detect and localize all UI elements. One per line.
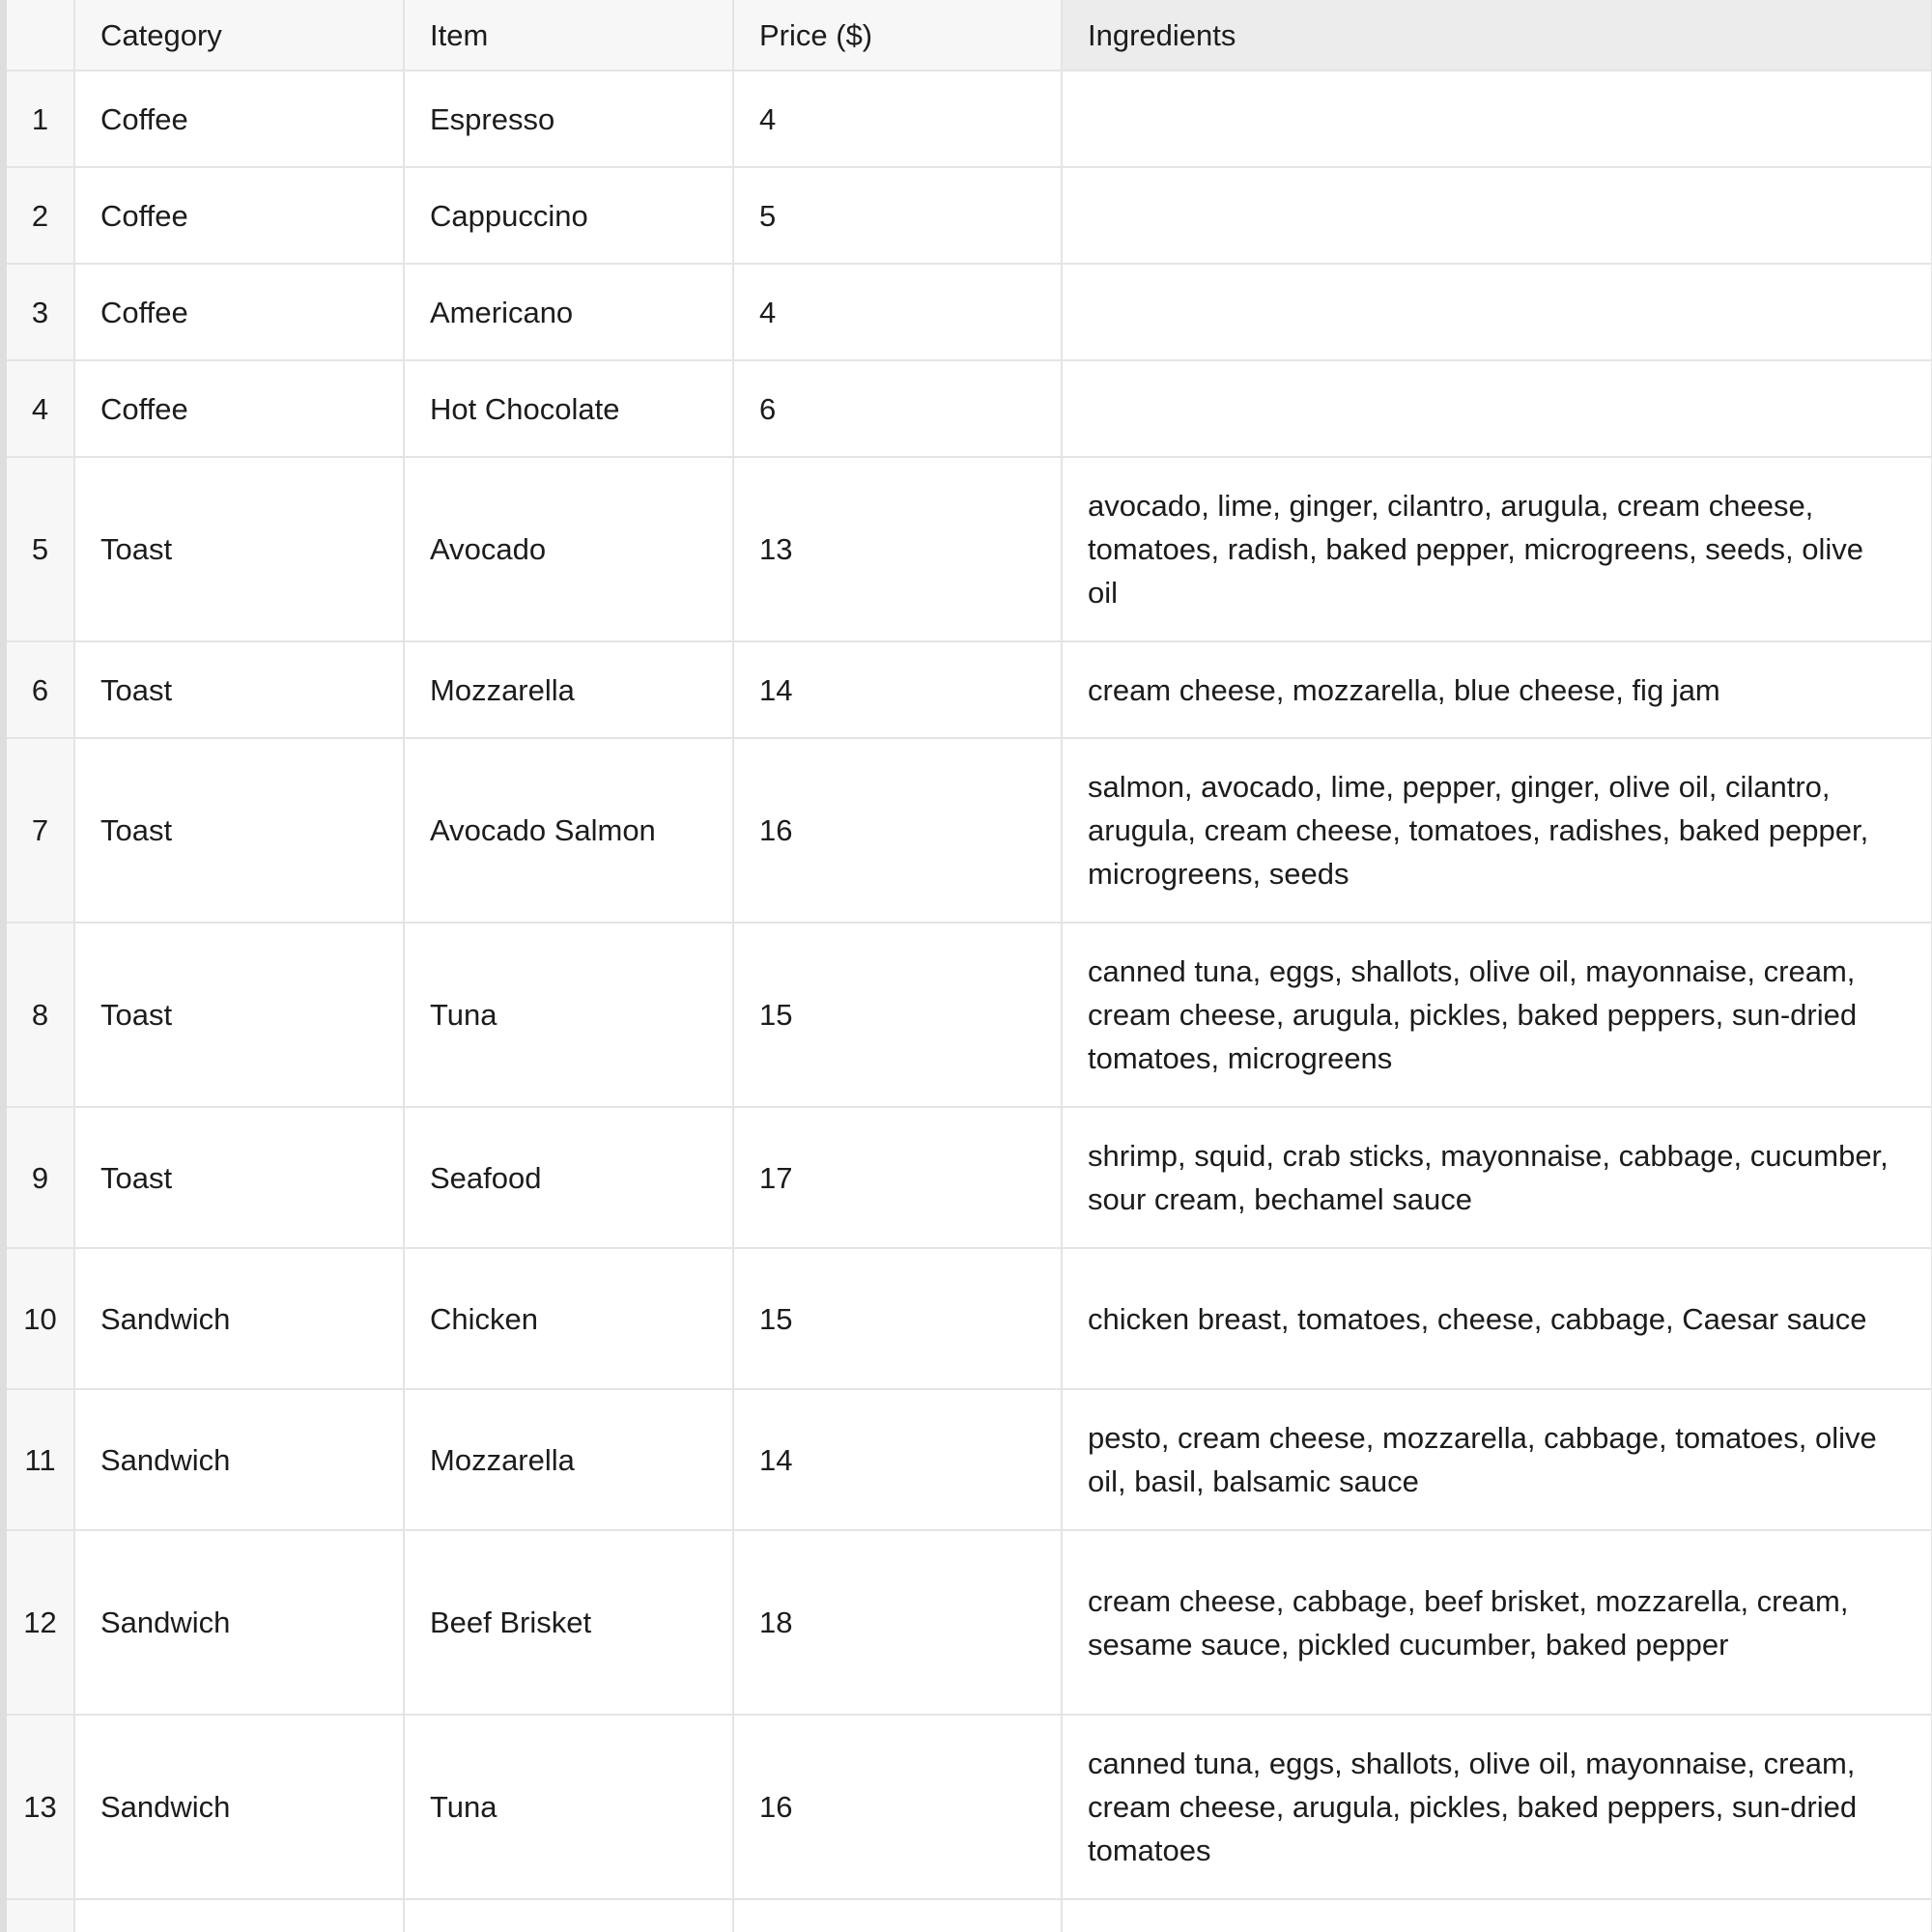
ingredients-cell[interactable]	[1062, 1899, 1932, 1932]
item-cell[interactable]: Cappuccino	[404, 167, 733, 264]
header-row	[7, 0, 1932, 71]
ingredients-cell[interactable]: cream cheese, cabbage, beef brisket, mozzarella, cream, sesame sauce, pickled cucumber, baked pepper	[1062, 1530, 1932, 1715]
category-cell[interactable]: Sandwich	[74, 1715, 404, 1899]
price-cell[interactable]: 5	[733, 167, 1062, 264]
ingredients-cell[interactable]: canned tuna, eggs, shallots, olive oil, mayonnaise, cream, cream cheese, arugula, pickles, baked peppers, sun-dried tomatoes, microgreens	[1062, 923, 1932, 1107]
price-cell[interactable]: 4	[733, 71, 1062, 167]
item-cell[interactable]: Hot Chocolate	[404, 360, 733, 457]
price-cell[interactable]: 16	[733, 738, 1062, 923]
row-number[interactable]: 7	[7, 738, 74, 923]
category-cell[interactable]: Sandwich	[74, 1389, 404, 1530]
table-row	[7, 1389, 1932, 1530]
row-number[interactable]: 3	[7, 264, 74, 360]
item-cell[interactable]: Tuna	[404, 923, 733, 1107]
price-cell[interactable]: 15	[733, 923, 1062, 1107]
category-cell[interactable]: Toast	[74, 457, 404, 641]
row-number[interactable]: 11	[7, 1389, 74, 1530]
price-cell[interactable]: 15	[733, 1248, 1062, 1389]
category-cell[interactable]: Sandwich	[74, 1530, 404, 1715]
price-cell[interactable]	[733, 1899, 1062, 1932]
table-row	[7, 457, 1932, 641]
price-cell[interactable]: 6	[733, 360, 1062, 457]
ingredients-cell[interactable]: salmon, avocado, lime, pepper, ginger, olive oil, cilantro, arugula, cream cheese, tomatoes, radishes, baked pepper, microgreens, seeds	[1062, 738, 1932, 923]
price-cell[interactable]: 18	[733, 1530, 1062, 1715]
left-edge-strip	[0, 0, 7, 1932]
item-cell[interactable]: Avocado Salmon	[404, 738, 733, 923]
item-cell[interactable]: Mozzarella	[404, 641, 733, 738]
row-number[interactable]: 13	[7, 1715, 74, 1899]
category-cell[interactable]: Toast	[74, 641, 404, 738]
table-row	[7, 1107, 1932, 1248]
item-cell[interactable]: Tuna	[404, 1715, 733, 1899]
ingredients-cell[interactable]: chicken breast, tomatoes, cheese, cabbage, Caesar sauce	[1062, 1248, 1932, 1389]
column-header-ingredients[interactable]: Ingredients	[1062, 0, 1932, 71]
price-cell[interactable]: 16	[733, 1715, 1062, 1899]
ingredients-cell[interactable]	[1062, 71, 1932, 167]
row-number[interactable]: 10	[7, 1248, 74, 1389]
ingredients-cell[interactable]: avocado, lime, ginger, cilantro, arugula, cream cheese, tomatoes, radish, baked pepper, microgreens, seeds, olive oil	[1062, 457, 1932, 641]
column-header-category[interactable]: Category	[74, 0, 404, 71]
table-row	[7, 1248, 1932, 1389]
table-row	[7, 71, 1932, 167]
item-cell[interactable]	[404, 1899, 733, 1932]
row-number[interactable]: 4	[7, 360, 74, 457]
item-cell[interactable]: Americano	[404, 264, 733, 360]
table-row-empty	[7, 1899, 1932, 1932]
item-cell[interactable]: Seafood	[404, 1107, 733, 1248]
table-row	[7, 167, 1932, 264]
row-number[interactable]	[7, 1899, 74, 1932]
item-cell[interactable]: Chicken	[404, 1248, 733, 1389]
row-number[interactable]: 8	[7, 923, 74, 1107]
item-cell[interactable]: Beef Brisket	[404, 1530, 733, 1715]
row-number[interactable]: 1	[7, 71, 74, 167]
category-cell[interactable]: Toast	[74, 738, 404, 923]
item-cell[interactable]: Mozzarella	[404, 1389, 733, 1530]
item-cell[interactable]: Espresso	[404, 71, 733, 167]
column-header-item[interactable]: Item	[404, 0, 733, 71]
table-row	[7, 1530, 1932, 1715]
row-number[interactable]: 2	[7, 167, 74, 264]
price-cell[interactable]: 17	[733, 1107, 1062, 1248]
price-cell[interactable]: 14	[733, 1389, 1062, 1530]
ingredients-cell[interactable]	[1062, 264, 1932, 360]
ingredients-cell[interactable]: canned tuna, eggs, shallots, olive oil, mayonnaise, cream, cream cheese, arugula, pickles, baked peppers, sun-dried tomatoes	[1062, 1715, 1932, 1899]
table-row	[7, 360, 1932, 457]
item-cell[interactable]: Avocado	[404, 457, 733, 641]
category-cell[interactable]: Sandwich	[74, 1248, 404, 1389]
table-row	[7, 738, 1932, 923]
row-number[interactable]: 5	[7, 457, 74, 641]
table-row	[7, 641, 1932, 738]
ingredients-cell[interactable]: pesto, cream cheese, mozzarella, cabbage, tomatoes, olive oil, basil, balsamic sauce	[1062, 1389, 1932, 1530]
table-row	[7, 923, 1932, 1107]
category-cell[interactable]: Toast	[74, 923, 404, 1107]
ingredients-cell[interactable]	[1062, 167, 1932, 264]
price-cell[interactable]: 13	[733, 457, 1062, 641]
ingredients-cell[interactable]	[1062, 360, 1932, 457]
price-cell[interactable]: 14	[733, 641, 1062, 738]
category-cell[interactable]	[74, 1899, 404, 1932]
row-number[interactable]: 12	[7, 1530, 74, 1715]
category-cell[interactable]: Coffee	[74, 264, 404, 360]
category-cell[interactable]: Coffee	[74, 167, 404, 264]
ingredients-cell[interactable]: shrimp, squid, crab sticks, mayonnaise, cabbage, cucumber, sour cream, bechamel sauce	[1062, 1107, 1932, 1248]
category-cell[interactable]: Coffee	[74, 360, 404, 457]
table-row	[7, 1715, 1932, 1899]
row-number[interactable]: 9	[7, 1107, 74, 1248]
ingredients-cell[interactable]: cream cheese, mozzarella, blue cheese, fig jam	[1062, 641, 1932, 738]
row-number-header[interactable]	[7, 0, 74, 71]
menu-table	[7, 0, 1932, 1932]
category-cell[interactable]: Coffee	[74, 71, 404, 167]
table-row	[7, 264, 1932, 360]
row-number[interactable]: 6	[7, 641, 74, 738]
column-header-price[interactable]: Price ($)	[733, 0, 1062, 71]
price-cell[interactable]: 4	[733, 264, 1062, 360]
category-cell[interactable]: Toast	[74, 1107, 404, 1248]
